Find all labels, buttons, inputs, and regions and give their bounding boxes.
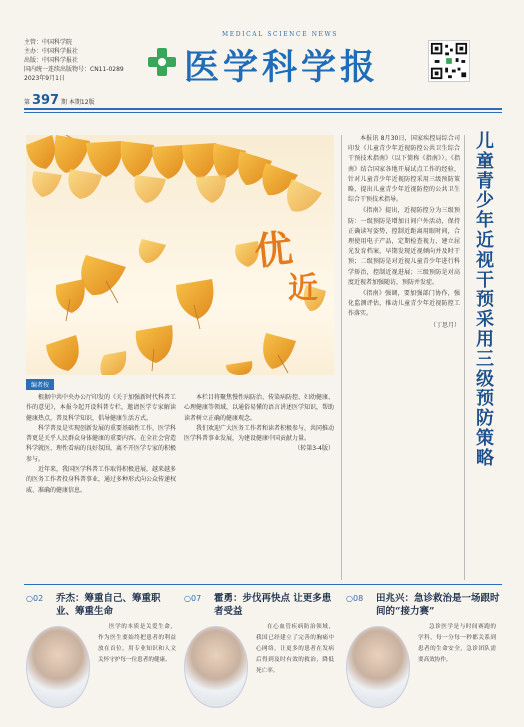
body-column-left: [26, 393, 176, 496]
page-ref: ○08: [346, 594, 364, 603]
masthead: [0, 0, 524, 122]
qr-code-icon: [428, 40, 470, 82]
body-column-right: [184, 393, 334, 455]
english-name: MEDICAL SCIENCE NEWS: [222, 31, 339, 38]
teaser-text: 医学的本质是关爱生命，作为医生要始终把患者的利益放在首位，用专业知识和人文关怀守护每一位患者的健康。: [98, 624, 176, 663]
column-divider: [341, 135, 342, 580]
calligraphy-char: 优: [252, 225, 295, 274]
portrait-photo: [184, 626, 248, 708]
paragraph: 《指南》强调，要加强部门协作，强化监测评估，推动儿童青少年近视防控工作落实。: [348, 290, 460, 318]
portrait-photo: [346, 626, 410, 708]
info-line: 主办：中国科学报社: [24, 48, 79, 55]
issue-number: [24, 93, 95, 108]
paragraph: 我们欢迎广大医务工作者和读者积极参与，共同推动医学科普事业发展，为建设健康中国贡献力量。: [184, 424, 335, 443]
paragraph: 《指南》提出，近视防控分为三级预防：一级预防是增加日间户外活动，保持正确读写姿势，控制近距离用眼时间，合理使用电子产品，定期检查视力，建立屈光发育档案，早期发现近视倾向并及时干预；二级预防是对近视儿童青少年进行科学矫治，控制近视进展；三级预防是对高度近视者加强随访，预防并发症。: [348, 207, 460, 286]
publication-info: [24, 38, 136, 83]
paragraph: 科学普及是实现创新发展的重要基础性工作，医学科普更是关乎人民群众身体健康的重要内容。在全社会营造科学就医、理性看病的良好氛围，离不开医学专家的积极参与。: [26, 424, 177, 463]
teaser-card[interactable]: [26, 592, 176, 722]
issue-suffix: 期 本期12版: [61, 99, 95, 106]
teaser-text: 急诊医学是与时间赛跑的学科，每一分每一秒都关系到患者的生命安全，急诊团队需要高效协作。: [418, 624, 496, 663]
paragraph: 近年来，我国医学科普工作取得积极进展，越来越多的医务工作者投身科普事业，通过多种形式向公众传递权威、准确的健康信息。: [26, 466, 177, 494]
paragraph: 本栏目将聚焦慢性病防治、传染病防控、妇幼健康、心理健康等领域，以通俗易懂的语言讲述医学知识，帮助读者树立正确的健康观念。: [184, 394, 335, 422]
newspaper-title: 医学科学报: [184, 47, 380, 88]
hero-illustration: [26, 135, 334, 375]
byline: （丁思月）: [429, 321, 460, 329]
teaser-title[interactable]: 田兆兴：急诊救治是一场跟时间的“接力赛”: [376, 593, 500, 617]
issue-prefix: 第: [24, 99, 31, 106]
page-ref: ○02: [26, 594, 44, 603]
teaser-title[interactable]: 霍勇：步伐再快点 让更多患者受益: [214, 593, 332, 617]
info-line: 主管：中国科学院: [24, 39, 73, 46]
lead-article-body: [348, 134, 460, 332]
portrait-photo: [26, 626, 90, 708]
teaser-card[interactable]: [346, 592, 500, 722]
section-tag: 编者按: [26, 379, 54, 390]
column-divider: [464, 135, 465, 580]
masthead-rule: [24, 108, 502, 110]
teaser-text: 在心血管疾病防治领域，我国已经建立了完善的胸痛中心网络，让更多的患者在发病后得到及时有效的救治，降低死亡率。: [256, 624, 334, 674]
info-line: 国内统一连续出版物号：CN11-0289: [24, 66, 124, 73]
teaser-card[interactable]: [184, 592, 334, 722]
issue-value: 397: [31, 93, 60, 108]
paragraph: 本报讯 8月30日，国家疾控局综合司印发《儿童青少年近视防控公共卫生综合干预技术指南》（以下简称《指南》）。《指南》结合国家各地开展试点工作的经验，针对儿童青少年近视防控采用三级预防策略，提出儿童青少年近视防控的公共卫生综合干预技术指导。: [348, 135, 460, 204]
lead-headline[interactable]: 儿童青少年近视干预采用三级预防策略: [476, 131, 494, 469]
info-line: 2023年9月1日: [24, 75, 65, 82]
page-ref: ○07: [184, 594, 202, 603]
info-line: 出版：中国科学报社: [24, 57, 79, 64]
teaser-rule: [24, 584, 502, 585]
continued-note: （转第3-4版）: [294, 445, 334, 453]
teaser-title[interactable]: 乔杰：筹重自己、筹重职业、筹重生命: [56, 593, 161, 617]
cross-logo-icon: [146, 46, 178, 78]
calligraphy-char: 近: [288, 271, 318, 306]
paragraph: 根据中共中央办公厅印发的《关于加强新时代科普工作的意见》，本报今起开设科普专栏，邀请医学专家解读健康热点，普及科学知识，倡导健康生活方式。: [26, 394, 177, 422]
masthead-rule-thin: [24, 112, 502, 113]
